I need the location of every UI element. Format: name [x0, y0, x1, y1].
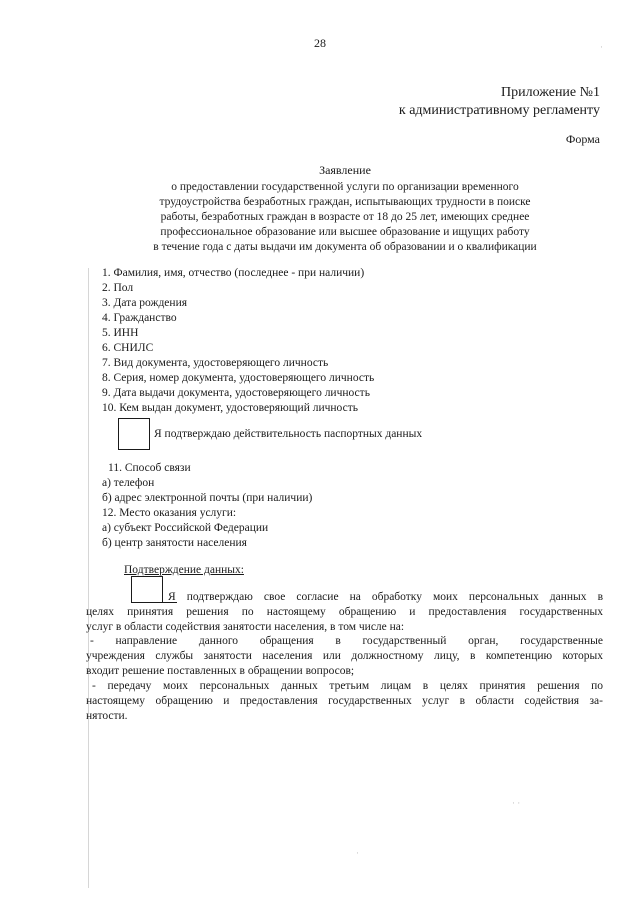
field-id-document-number: 8. Серия, номер документа, удостоверяющего личность [102, 372, 375, 384]
consent-text-line: настоящему обращению и предоставления государственных услуг в области содействия за- [86, 695, 603, 707]
contact-option-phone: а) телефон [102, 477, 155, 489]
field-full-name: 1. Фамилия, имя, отчество (последнее - при наличии) [102, 267, 365, 279]
application-subtitle-line: работы, безработных граждан в возрасте от 18 до 25 лет, имеющих среднее [160, 211, 530, 223]
scan-speck: · · [512, 798, 521, 808]
field-id-document-issuer: 10. Кем выдан документ, удостоверяющий личность [102, 402, 358, 414]
consent-checkbox[interactable] [131, 576, 163, 603]
field-id-document-date: 9. Дата выдачи документа, удостоверяющего личность [102, 387, 370, 399]
application-subtitle-line: в течение года с даты выдачи им документа об образовании и о квалификации [153, 241, 537, 253]
appendix-subtitle: к административному регламенту [398, 103, 600, 118]
field-birth-date: 3. Дата рождения [102, 297, 188, 309]
passport-confirm-checkbox[interactable] [118, 418, 150, 450]
consent-text-line: целях принятия решения по настоящему обращению и предоставления государственных [86, 606, 603, 618]
consent-text-line: - направление данного обращения в государственный орган, государственные [90, 635, 603, 647]
contact-method-heading: 11. Способ связи [108, 462, 191, 474]
consent-text-line: учреждения службы занятости населения или должностному лицу, в компетенцию которых [86, 650, 603, 662]
scan-speck: · [600, 42, 603, 52]
field-sex: 2. Пол [102, 282, 134, 294]
consent-text-line: услуг в области содействия занятости населения, в том числе на: [86, 621, 405, 633]
field-citizenship: 4. Гражданство [102, 312, 177, 324]
field-inn: 5. ИНН [102, 327, 139, 339]
form-label: Форма [565, 132, 600, 146]
consent-text-line: входит решение поставленных в обращении вопросов; [86, 665, 355, 677]
consent-title: Подтверждение данных: [124, 564, 244, 576]
passport-confirm-label: Я подтверждаю действительность паспортных данных [154, 428, 423, 440]
appendix-title: Приложение №1 [501, 85, 600, 100]
consent-text-line: Я подтверждаю свое согласие на обработку моих персональных данных в [168, 591, 603, 603]
consent-text-line: нятости. [86, 710, 128, 722]
service-place-option-region: а) субъект Российской Федерации [102, 522, 269, 534]
contact-option-email: б) адрес электронной почты (при наличии) [102, 492, 313, 504]
application-subtitle-line: трудоустройства безработных граждан, испытывающих трудности в поиске [159, 196, 531, 208]
application-subtitle-line: профессиональное образование или высшее образование и ищущих работу [160, 226, 530, 238]
field-id-document-type: 7. Вид документа, удостоверяющего личность [102, 357, 329, 369]
application-title: Заявление [319, 163, 371, 177]
field-snils: 6. СНИЛС [102, 342, 154, 354]
margin-line [88, 268, 89, 888]
service-place-heading: 12. Место оказания услуги: [102, 507, 237, 519]
consent-text-line: - передачу моих персональных данных третьим лицам в целях принятия решения по [92, 680, 603, 692]
page-number: 28 [314, 36, 326, 50]
application-subtitle-line: о предоставлении государственной услуги по организации временного [171, 181, 519, 193]
service-place-option-center: б) центр занятости населения [102, 537, 247, 549]
scan-speck: · [356, 848, 359, 858]
